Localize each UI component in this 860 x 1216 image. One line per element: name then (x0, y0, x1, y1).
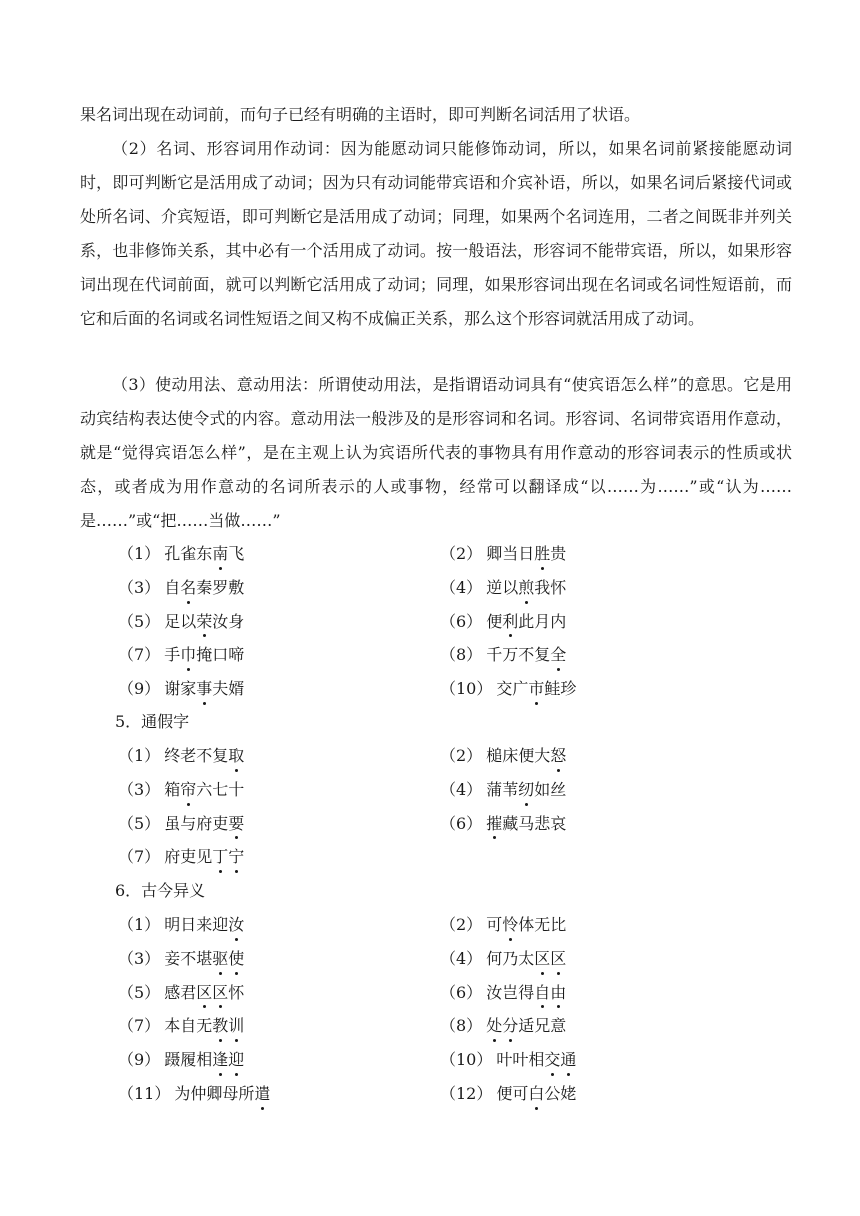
item-text-after: 此月内 (518, 611, 567, 631)
emphasized-word (180, 645, 196, 664)
emphasized-word (180, 780, 196, 799)
emphasis-dot-char: 怜 (502, 908, 518, 942)
emphasized-word (502, 915, 518, 934)
emphasized-word (550, 645, 566, 664)
emphasized-word (518, 780, 534, 799)
example-item (118, 942, 440, 976)
example-item (118, 807, 440, 841)
emphasis-dot-char: 教 (212, 1009, 228, 1043)
item-text-after: 我怀 (534, 577, 567, 597)
example-item (118, 908, 440, 942)
emphasis-dot-char: 交 (544, 1043, 560, 1077)
item-text-before: 终老不复 (164, 746, 229, 765)
word-usage-example-list (118, 537, 758, 706)
emphasis-dot-char: 处 (486, 1009, 502, 1043)
item-text-before: 虽与府吏 (164, 813, 229, 833)
item-text-after: 怀 (228, 982, 245, 1002)
item-number: （1） (118, 544, 161, 563)
emphasis-dot-char: 驱 (212, 942, 228, 976)
emphasis-dot-char: 区 (196, 976, 212, 1010)
item-text-after: 藏马悲哀 (502, 813, 567, 833)
emphasis-dot-char: 自 (534, 976, 550, 1010)
example-item (440, 638, 758, 672)
emphasized-word (518, 578, 534, 597)
emphasis-dot-char: 区 (550, 942, 566, 976)
paragraph-noun-adjective-as-verb: （2）名词、形容词用作动词：因为能愿动词只能修饰动词，所以，如果名词前紧接能愿动词时，即可判断它是活用成了动词；因为只有动词能带宾语和介宾补语，所以，如果名词后紧接代词或处所名词、介宾短语，即可判断它是活用成了动词；同理，如果两个名词连用，二者之间既非并列关系，也非修饰关系，其中必有一个活用成了动词。按一般语法，形容词不能带宾语，所以，如果形容词出现在代词前面，就可以判断它活用成了动词；同理，如果形容词出现在名词或名词性短语前，而它和后面的名词或名词性短语之间又构不成偏正关系，那么这个形容词就活用成了动词。 (80, 139, 792, 328)
item-text-before: 逆以 (486, 577, 519, 597)
example-item (118, 672, 440, 706)
example-item (118, 537, 440, 571)
emphasized-word (534, 983, 566, 1002)
emphasis-dot-char: 名 (180, 571, 196, 605)
emphasized-word (486, 1016, 518, 1035)
emphasis-dot-char: 取 (228, 739, 244, 773)
emphasis-dot-char: 南 (212, 537, 228, 571)
emphasis-dot-char: 丁 (212, 840, 228, 874)
emphasized-word (534, 544, 550, 563)
emphasis-dot-char: 利 (502, 605, 518, 639)
item-text-before: 叶叶相 (496, 1050, 545, 1070)
example-item (440, 942, 758, 976)
emphasized-word (212, 949, 244, 968)
example-item (440, 571, 758, 605)
example-item (440, 908, 758, 942)
example-item (440, 1009, 758, 1043)
tongjiazi-example-list (118, 739, 758, 874)
emphasis-dot-char: 汝 (228, 908, 244, 942)
item-text-after: 夫婿 (212, 679, 245, 699)
item-number: （9） (118, 1050, 161, 1070)
emphasis-dot-char: 全 (550, 638, 566, 672)
item-number: （6） (440, 611, 483, 631)
emphasis-dot-char: 摧 (486, 807, 502, 841)
emphasis-dot-char: 区 (212, 976, 228, 1010)
item-number: （12） (440, 1083, 493, 1103)
example-item (440, 976, 758, 1010)
gujinyiyi-example-list (118, 908, 758, 1111)
example-item (118, 773, 440, 807)
item-text-after: 飞 (228, 544, 245, 563)
item-text-before: 本自无 (164, 1016, 213, 1036)
example-item (118, 638, 440, 672)
item-text-after: 鲑珍 (544, 679, 577, 699)
emphasized-word (528, 679, 544, 698)
emphasis-dot-char: 荣 (196, 605, 212, 639)
emphasis-dot-char: 使 (228, 942, 244, 976)
example-item (440, 1043, 758, 1077)
item-text-after: 体无比 (518, 915, 567, 934)
item-number: （11） (118, 1083, 171, 1103)
item-text-before: 足以 (164, 611, 197, 631)
item-number: （2） (440, 915, 483, 934)
item-text-before: 为仲卿母所 (174, 1083, 255, 1103)
emphasized-word (196, 679, 212, 698)
item-text-before: 府吏见 (164, 847, 213, 867)
item-number: （5） (118, 611, 161, 631)
emphasis-dot-char: 训 (228, 1009, 244, 1043)
example-item (440, 605, 758, 639)
emphasis-dot-char: 宁 (228, 840, 244, 874)
example-item (440, 739, 758, 773)
example-item (118, 571, 440, 605)
emphasis-dot-char: 由 (550, 976, 566, 1010)
item-text-before: 交广 (496, 679, 529, 699)
emphasis-dot-char: 要 (228, 807, 244, 841)
item-text-before: 手 (164, 645, 181, 665)
emphasis-dot-char: 遣 (254, 1077, 270, 1111)
item-number: （4） (440, 577, 483, 597)
item-text-before: 便可 (496, 1083, 529, 1103)
item-text-after: 六七十 (196, 779, 245, 799)
item-text-before: 槌床便大 (486, 746, 551, 765)
example-item (118, 739, 440, 773)
item-number: （1） (118, 746, 161, 765)
emphasis-dot-char: 市 (528, 672, 544, 706)
item-number: （6） (440, 982, 483, 1002)
item-number: （3） (118, 577, 161, 597)
emphasized-word (254, 1084, 270, 1103)
item-text-after: 公姥 (544, 1083, 577, 1103)
example-item (118, 840, 440, 874)
emphasis-dot-char: 事 (196, 672, 212, 706)
emphasis-dot-char: 帘 (180, 773, 196, 807)
emphasis-dot-char: 怒 (550, 739, 566, 773)
item-text-before: 妾不堪 (164, 948, 213, 968)
item-text-before: 便 (486, 611, 503, 631)
emphasized-word (180, 578, 196, 597)
item-text-before: 可 (486, 915, 503, 934)
item-text-before: 感君 (164, 982, 197, 1002)
item-number: （3） (118, 948, 161, 968)
emphasized-word (212, 544, 228, 563)
item-text-before: 千万不复 (486, 645, 551, 665)
emphasis-dot-char: 胜 (534, 537, 550, 571)
example-item (118, 976, 440, 1010)
item-text-before: 自 (164, 577, 181, 597)
emphasized-word (486, 814, 502, 833)
item-text-after: 汝身 (212, 611, 245, 631)
item-text-before: 何乃太 (486, 948, 535, 968)
example-item (440, 773, 758, 807)
emphasized-word (228, 746, 244, 765)
item-number: （10） (440, 679, 493, 699)
item-text-after: 秦罗敷 (196, 577, 245, 597)
emphasized-word (544, 1050, 576, 1069)
item-text-before: 箱 (164, 779, 181, 799)
emphasis-dot-char: 通 (560, 1043, 576, 1077)
section-title-gujinyiyi: 6．古今异义 (115, 881, 206, 900)
example-item (440, 672, 758, 706)
item-number: （9） (118, 679, 161, 699)
item-number: （1） (118, 915, 161, 934)
item-text-before: 明日来迎 (164, 915, 229, 934)
item-number: （4） (440, 948, 483, 968)
item-text-before: 汝岂得 (486, 982, 535, 1002)
emphasized-word (212, 1016, 244, 1035)
emphasis-dot-char: 巾 (180, 638, 196, 672)
item-number: （7） (118, 847, 161, 867)
paragraph-causative-putative: （3）使动用法、意动用法：所谓使动用法，是指谓语动词具有“使宾语怎么样”的意思。它是用动宾结构表达使令式的内容。意动用法一般涉及的是形容词和名词。形容词、名词带宾语用作意动，就是“觉得宾语怎么样”，是在主观上认为宾语所代表的事物具有用作意动的形容词表示的性质或状态，或者成为用作意动的名词所表示的人或事物，经常可以翻译成“以……为……”或“认为……是……”或“把……当做……” (80, 375, 792, 530)
emphasis-dot-char: 逢 (212, 1043, 228, 1077)
example-item (440, 1077, 758, 1111)
emphasis-dot-char: 白 (528, 1077, 544, 1111)
item-number: （10） (440, 1050, 493, 1070)
item-text-before: 蒲苇 (486, 779, 519, 799)
example-item (118, 1043, 440, 1077)
emphasis-dot-char: 迎 (228, 1043, 244, 1077)
emphasis-dot-char: 区 (534, 942, 550, 976)
item-number: （7） (118, 645, 161, 665)
intro-paragraph-tail: 果名词出现在动词前，而句子已经有明确的主语时，即可判断名词活用了状语。 (80, 105, 641, 124)
item-text-before: 孔雀东 (164, 544, 213, 563)
emphasized-word (502, 612, 518, 631)
item-number: （5） (118, 813, 161, 833)
example-item (118, 1009, 440, 1043)
example-item (440, 807, 758, 841)
item-number: （6） (440, 813, 483, 833)
emphasized-word (534, 949, 566, 968)
example-item (440, 537, 758, 571)
emphasized-word (528, 1084, 544, 1103)
emphasized-word (196, 612, 212, 631)
emphasized-word (228, 814, 244, 833)
item-number: （2） (440, 544, 483, 563)
item-number: （4） (440, 779, 483, 799)
example-item (118, 605, 440, 639)
item-number: （7） (118, 1016, 161, 1036)
item-number: （8） (440, 1016, 483, 1036)
section-title-tongjiazi: 5．通假字 (115, 712, 190, 731)
item-text-before: 蹑履相 (164, 1050, 213, 1070)
emphasis-dot-char: 煎 (518, 571, 534, 605)
emphasis-dot-char: 分 (502, 1009, 518, 1043)
emphasis-dot-char: 纫 (518, 773, 534, 807)
example-item (118, 1077, 440, 1111)
item-text-before: 卿当日 (486, 544, 535, 563)
emphasized-word (212, 1050, 244, 1069)
item-text-after: 如丝 (534, 779, 567, 799)
item-text-after: 贵 (550, 544, 567, 563)
item-text-after: 适兄意 (518, 1016, 567, 1036)
item-text-after: 掩口啼 (196, 645, 245, 665)
item-text-before: 谢家 (164, 679, 197, 699)
item-number: （3） (118, 779, 161, 799)
emphasized-word (550, 746, 566, 765)
item-number: （5） (118, 982, 161, 1002)
item-number: （8） (440, 645, 483, 665)
emphasized-word (212, 847, 244, 866)
emphasized-word (228, 915, 244, 934)
item-number: （2） (440, 746, 483, 765)
emphasized-word (196, 983, 228, 1002)
